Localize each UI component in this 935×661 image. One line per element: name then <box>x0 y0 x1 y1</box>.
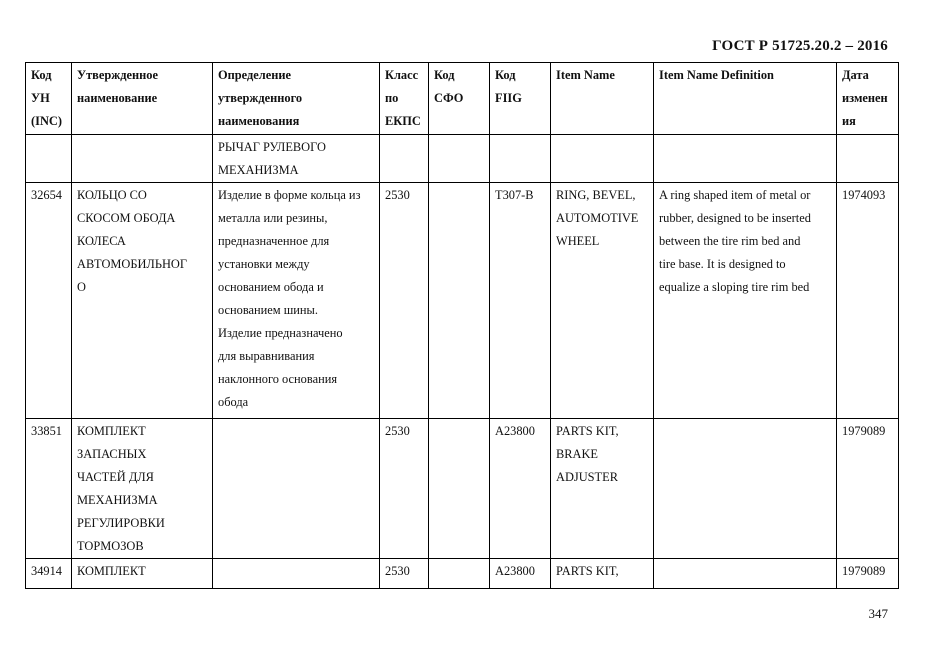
cell-text-line: АВТОМОБИЛЬНОГ <box>77 257 188 271</box>
column-header-sfo <box>429 63 490 135</box>
cell-date <box>837 559 899 589</box>
cell-definition <box>213 419 380 559</box>
cell-text-line: МЕХАНИЗМА <box>77 493 158 507</box>
cell-item-name <box>551 419 654 559</box>
cell-definition <box>213 183 380 419</box>
column-header-line: ЕКПС <box>385 114 421 128</box>
cell-text-line: WHEEL <box>556 234 600 248</box>
cell-definition <box>213 559 380 589</box>
column-header-line: по <box>385 91 399 105</box>
column-header-item-def <box>654 63 837 135</box>
cell-text-line: установки между <box>218 257 310 271</box>
cell-approved-name <box>72 559 213 589</box>
cell-class <box>380 419 429 559</box>
cell-sfo <box>429 183 490 419</box>
cell-text-line: наклонного основания <box>218 372 338 386</box>
cell-text-line: A ring shaped item of metal or <box>659 188 811 202</box>
column-header-line: наименования <box>218 114 300 128</box>
cell-text-line: 2530 <box>385 188 410 202</box>
cell-text-line: металла или резины, <box>218 211 328 225</box>
table-row <box>26 419 899 559</box>
cell-text-line: СКОСОМ ОБОДА <box>77 211 176 225</box>
cell-date <box>837 183 899 419</box>
cell-item-name <box>551 559 654 589</box>
cell-text-line: A23800 <box>495 564 535 578</box>
cell-text-line: PARTS KIT, <box>556 424 619 438</box>
cell-text-line: 1979089 <box>842 424 886 438</box>
cell-text-line: обода <box>218 395 249 409</box>
cell-approved-name <box>72 183 213 419</box>
cell-class <box>380 135 429 183</box>
catalog-table <box>25 62 899 589</box>
cell-text-line: 1974093 <box>842 188 886 202</box>
cell-text-line: T307-B <box>495 188 534 202</box>
cell-sfo <box>429 419 490 559</box>
cell-text-line: 1979089 <box>842 564 886 578</box>
document-standard-header: ГОСТ Р 51725.20.2 – 2016 <box>712 38 888 54</box>
cell-text-line: AUTOMOTIVE <box>556 211 639 225</box>
cell-text-line: КОМПЛЕКТ <box>77 564 146 578</box>
cell-text-line: ТОРМОЗОВ <box>77 539 144 553</box>
column-header-line: (INC) <box>31 114 62 128</box>
column-header-definition <box>213 63 380 135</box>
column-header-inc <box>26 63 72 135</box>
cell-text-line: РЕГУЛИРОВКИ <box>77 516 165 530</box>
table-row <box>26 559 899 589</box>
table-row <box>26 135 899 183</box>
cell-text-line: для выравнивания <box>218 349 315 363</box>
cell-text-line: 2530 <box>385 424 410 438</box>
cell-text-line: equalize a sloping tire rim bed <box>659 280 810 294</box>
column-header-line: СФО <box>434 91 464 105</box>
cell-item-def <box>654 559 837 589</box>
column-header-line: Код <box>495 68 516 82</box>
column-header-line: Item Name <box>556 68 615 82</box>
cell-text-line: ЧАСТЕЙ ДЛЯ <box>77 470 154 484</box>
cell-class <box>380 183 429 419</box>
cell-fiig <box>490 419 551 559</box>
column-header-line: утвержденного <box>218 91 303 105</box>
column-header-line: наименование <box>77 91 158 105</box>
cell-text-line: A23800 <box>495 424 535 438</box>
column-header-line: Утвержденное <box>77 68 158 82</box>
cell-text-line: КОМПЛЕКТ <box>77 424 146 438</box>
cell-text-line: 2530 <box>385 564 410 578</box>
cell-text-line: КОЛЬЦО СО <box>77 188 147 202</box>
cell-item-def <box>654 183 837 419</box>
column-header-line: FIIG <box>495 91 522 105</box>
cell-text-line: О <box>77 280 86 294</box>
column-header-class <box>380 63 429 135</box>
cell-item-def <box>654 135 837 183</box>
cell-approved-name <box>72 135 213 183</box>
cell-text-line: Изделие предназначено <box>218 326 343 340</box>
column-header-item-name <box>551 63 654 135</box>
cell-item-name <box>551 135 654 183</box>
column-header-line: изменен <box>842 91 888 105</box>
cell-fiig <box>490 559 551 589</box>
cell-fiig <box>490 183 551 419</box>
cell-inc <box>26 183 72 419</box>
cell-text-line: BRAKE <box>556 447 598 461</box>
column-header-date <box>837 63 899 135</box>
cell-text-line: предназначенное для <box>218 234 330 248</box>
cell-fiig <box>490 135 551 183</box>
column-header-line: Код <box>434 68 455 82</box>
cell-sfo <box>429 559 490 589</box>
cell-text-line: tire base. It is designed to <box>659 257 786 271</box>
column-header-line: Класс <box>385 68 419 82</box>
column-header-line: УН <box>31 91 50 105</box>
cell-text-line: PARTS KIT, <box>556 564 619 578</box>
table-row <box>26 183 899 419</box>
cell-text-line: ЗАПАСНЫХ <box>77 447 147 461</box>
column-header-line: Item Name Definition <box>659 68 774 82</box>
cell-text-line: between the tire rim bed and <box>659 234 801 248</box>
cell-item-name <box>551 183 654 419</box>
cell-definition <box>213 135 380 183</box>
cell-date <box>837 135 899 183</box>
cell-date <box>837 419 899 559</box>
cell-class <box>380 559 429 589</box>
cell-text-line: RING, BEVEL, <box>556 188 636 202</box>
column-header-line: Дата <box>842 68 869 82</box>
cell-approved-name <box>72 419 213 559</box>
cell-text-line: основанием обода и <box>218 280 324 294</box>
cell-inc <box>26 419 72 559</box>
column-header-line: Код <box>31 68 52 82</box>
page-number: 347 <box>868 606 888 621</box>
cell-text-line: 34914 <box>31 564 62 578</box>
cell-text-line: ADJUSTER <box>556 470 618 484</box>
cell-text-line: основанием шины. <box>218 303 318 317</box>
cell-inc <box>26 135 72 183</box>
table-body <box>26 135 899 589</box>
cell-text-line: МЕХАНИЗМА <box>218 163 299 177</box>
column-header-line: ия <box>842 114 856 128</box>
cell-sfo <box>429 135 490 183</box>
cell-text-line: rubber, designed to be inserted <box>659 211 811 225</box>
cell-text-line: 33851 <box>31 424 62 438</box>
cell-text-line: КОЛЕСА <box>77 234 126 248</box>
cell-inc <box>26 559 72 589</box>
cell-text-line: Изделие в форме кольца из <box>218 188 361 202</box>
cell-text-line: РЫЧАГ РУЛЕВОГО <box>218 140 326 154</box>
column-header-line: Определение <box>218 68 292 82</box>
column-header-fiig <box>490 63 551 135</box>
cell-item-def <box>654 419 837 559</box>
column-header-approved-name <box>72 63 213 135</box>
cell-text-line: 32654 <box>31 188 62 202</box>
table-header-row <box>26 63 899 135</box>
